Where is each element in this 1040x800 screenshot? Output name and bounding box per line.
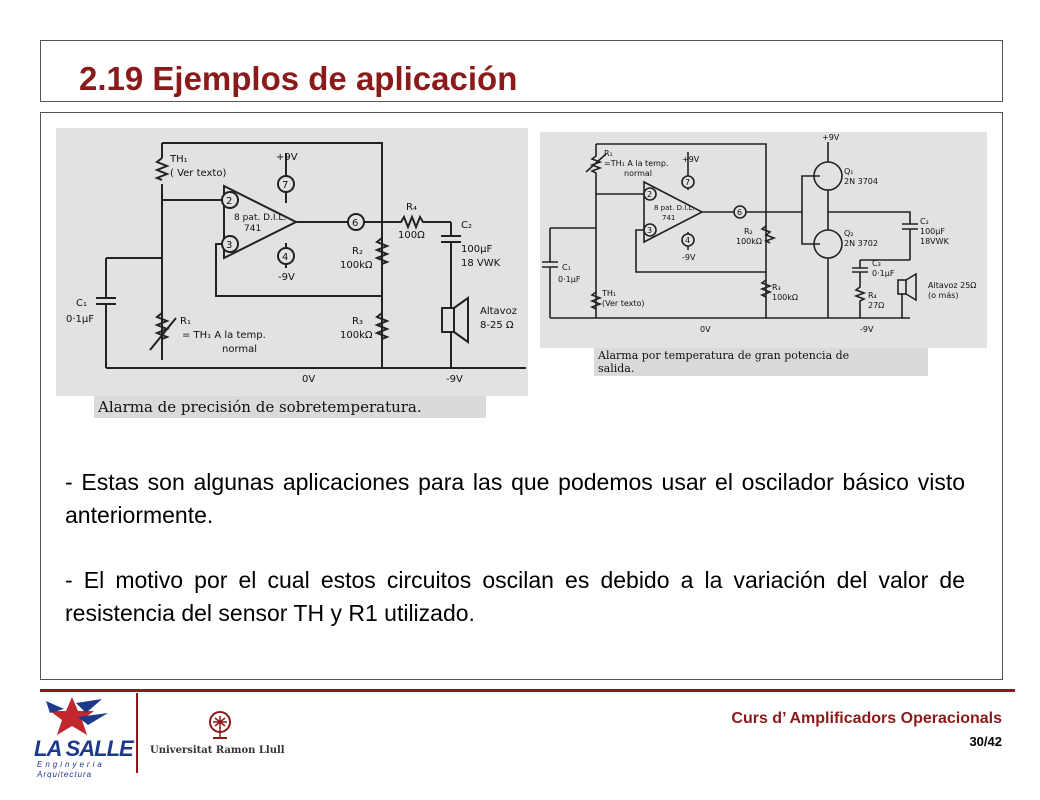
r-label-speaker: Altavoz 25Ω bbox=[928, 281, 977, 290]
r-label-q1-value: 2N 3704 bbox=[844, 177, 878, 186]
label-pin4: 4 bbox=[282, 252, 289, 263]
r-label-speaker-note: (o más) bbox=[928, 291, 959, 300]
r-label-c1: C₁ bbox=[562, 263, 571, 272]
label-r4: R₄ bbox=[406, 202, 417, 213]
label-r1-note2: normal bbox=[222, 344, 258, 355]
caption-right-line1: Alarma por temperatura de gran potencia de bbox=[598, 349, 850, 362]
label-r4-value: 100Ω bbox=[398, 230, 425, 241]
label-r1-note: = TH₁ A la temp. bbox=[182, 330, 266, 341]
label-ic-741: 741 bbox=[244, 224, 262, 234]
r-label-q2-value: 2N 3702 bbox=[844, 239, 878, 248]
r-label-pin6: 6 bbox=[737, 208, 743, 217]
r-label-c2-value: 100µF bbox=[920, 227, 945, 236]
circuit-diagram-left bbox=[56, 128, 528, 396]
circuit-figure-left bbox=[56, 128, 528, 396]
r-label-0v: 0V bbox=[700, 325, 711, 334]
label-speaker-value: 8-25 Ω bbox=[480, 320, 514, 331]
label-plus9v: +9V bbox=[276, 152, 298, 163]
r-label-r2-value: 100kΩ bbox=[736, 237, 763, 246]
r-label-ic: 8 pat. D.I.L. bbox=[654, 204, 695, 212]
label-speaker: Altavoz bbox=[480, 306, 517, 317]
circuit-diagram-right bbox=[540, 132, 987, 348]
r-label-r4: R₄ bbox=[868, 291, 877, 300]
r-label-pin7: 7 bbox=[685, 178, 691, 187]
course-title: Curs d’ Amplificadors Operacionals bbox=[731, 710, 1002, 727]
label-minus9v-b: -9V bbox=[446, 374, 463, 385]
label-r2: R₂ bbox=[352, 246, 363, 257]
r-label-r3: R₃ bbox=[772, 283, 781, 292]
r-label-r1: R₁ bbox=[604, 149, 613, 158]
tree-emblem-icon bbox=[205, 710, 235, 740]
r-label-th1: TH₁ bbox=[602, 289, 617, 298]
r-label-minus9v-b: -9V bbox=[860, 325, 874, 334]
r-label-plus9v-b: +9V bbox=[822, 133, 840, 142]
star-icon bbox=[42, 693, 112, 737]
label-minus9v: -9V bbox=[278, 272, 295, 283]
caption-left bbox=[94, 396, 486, 418]
label-th1: TH₁ bbox=[170, 154, 188, 165]
r-label-plus9v: +9V bbox=[682, 155, 700, 164]
footer-rule bbox=[40, 689, 1015, 692]
r-label-r2: R₂ bbox=[744, 227, 753, 236]
label-r2-value: 100kΩ bbox=[340, 260, 373, 271]
page-title: 2.19 Ejemplos de aplicación bbox=[79, 60, 518, 97]
label-c1-value: 0·1µF bbox=[66, 314, 95, 325]
title-box bbox=[40, 40, 1003, 102]
footer-divider bbox=[136, 693, 138, 773]
label-0v: 0V bbox=[302, 374, 316, 385]
label-c2: C₂ bbox=[461, 220, 472, 231]
label-pin6: 6 bbox=[352, 218, 359, 229]
label-r3: R₃ bbox=[352, 316, 363, 327]
paragraph-2: - El motivo por el cual estos circuitos oscilan es debido a la variación del valor de resistencia del sensor TH y R1 utilizado. bbox=[65, 567, 965, 626]
label-c2-value: 100µF bbox=[461, 244, 493, 255]
r-label-r1-note: =TH₁ A la temp. bbox=[604, 159, 669, 168]
r-label-c2: C₂ bbox=[920, 217, 929, 226]
caption-right bbox=[594, 348, 928, 376]
r-label-q2: Q₂ bbox=[844, 229, 854, 238]
r-label-minus9v: -9V bbox=[682, 253, 696, 262]
label-ic: 8 pat. D.I.L. bbox=[234, 213, 287, 223]
label-r1: R₁ bbox=[180, 316, 191, 327]
label-r3-value: 100kΩ bbox=[340, 330, 373, 341]
label-c1: C₁ bbox=[76, 298, 87, 309]
caption-left-text: Alarma de precisión de sobretemperatura. bbox=[98, 398, 422, 416]
r-label-q1: Q₁ bbox=[844, 167, 854, 176]
r-label-ic-741: 741 bbox=[662, 214, 676, 222]
label-pin2: 2 bbox=[226, 196, 233, 207]
r-label-pin4: 4 bbox=[685, 236, 691, 245]
r-label-c2-rating: 18VWK bbox=[920, 237, 949, 246]
r-label-pin3: 3 bbox=[647, 226, 653, 235]
r-label-pin2: 2 bbox=[647, 190, 653, 199]
circuit-figure-right bbox=[540, 132, 987, 348]
label-th1-note: ( Ver texto) bbox=[170, 168, 227, 179]
r-label-r4-value: 27Ω bbox=[868, 301, 885, 310]
r-label-c3: C₃ bbox=[872, 259, 881, 268]
r-label-c1-value: 0·1µF bbox=[558, 275, 581, 284]
page-number: 30/42 bbox=[969, 734, 1002, 749]
logo-subtext: Enginyeria bbox=[37, 760, 105, 769]
r-label-r3-value: 100kΩ bbox=[772, 293, 799, 302]
r-label-th1-note: (Ver texto) bbox=[602, 299, 645, 308]
paragraph-1: - Estas son algunas aplicaciones para las que podemos usar el oscilador básico visto anteriormente. bbox=[65, 469, 965, 528]
university-name: Universitat Ramon Llull bbox=[150, 745, 285, 756]
r-label-c3-value: 0·1µF bbox=[872, 269, 895, 278]
logo-text: LA SALLE bbox=[34, 736, 133, 761]
label-pin3: 3 bbox=[226, 240, 233, 251]
r-label-r1-note2: normal bbox=[624, 169, 653, 178]
logo-subtext-2: Arquitectura bbox=[37, 770, 93, 779]
label-pin7: 7 bbox=[282, 180, 289, 191]
label-c2-rating: 18 VWK bbox=[461, 258, 501, 269]
caption-right-line2: salida. bbox=[598, 362, 635, 375]
